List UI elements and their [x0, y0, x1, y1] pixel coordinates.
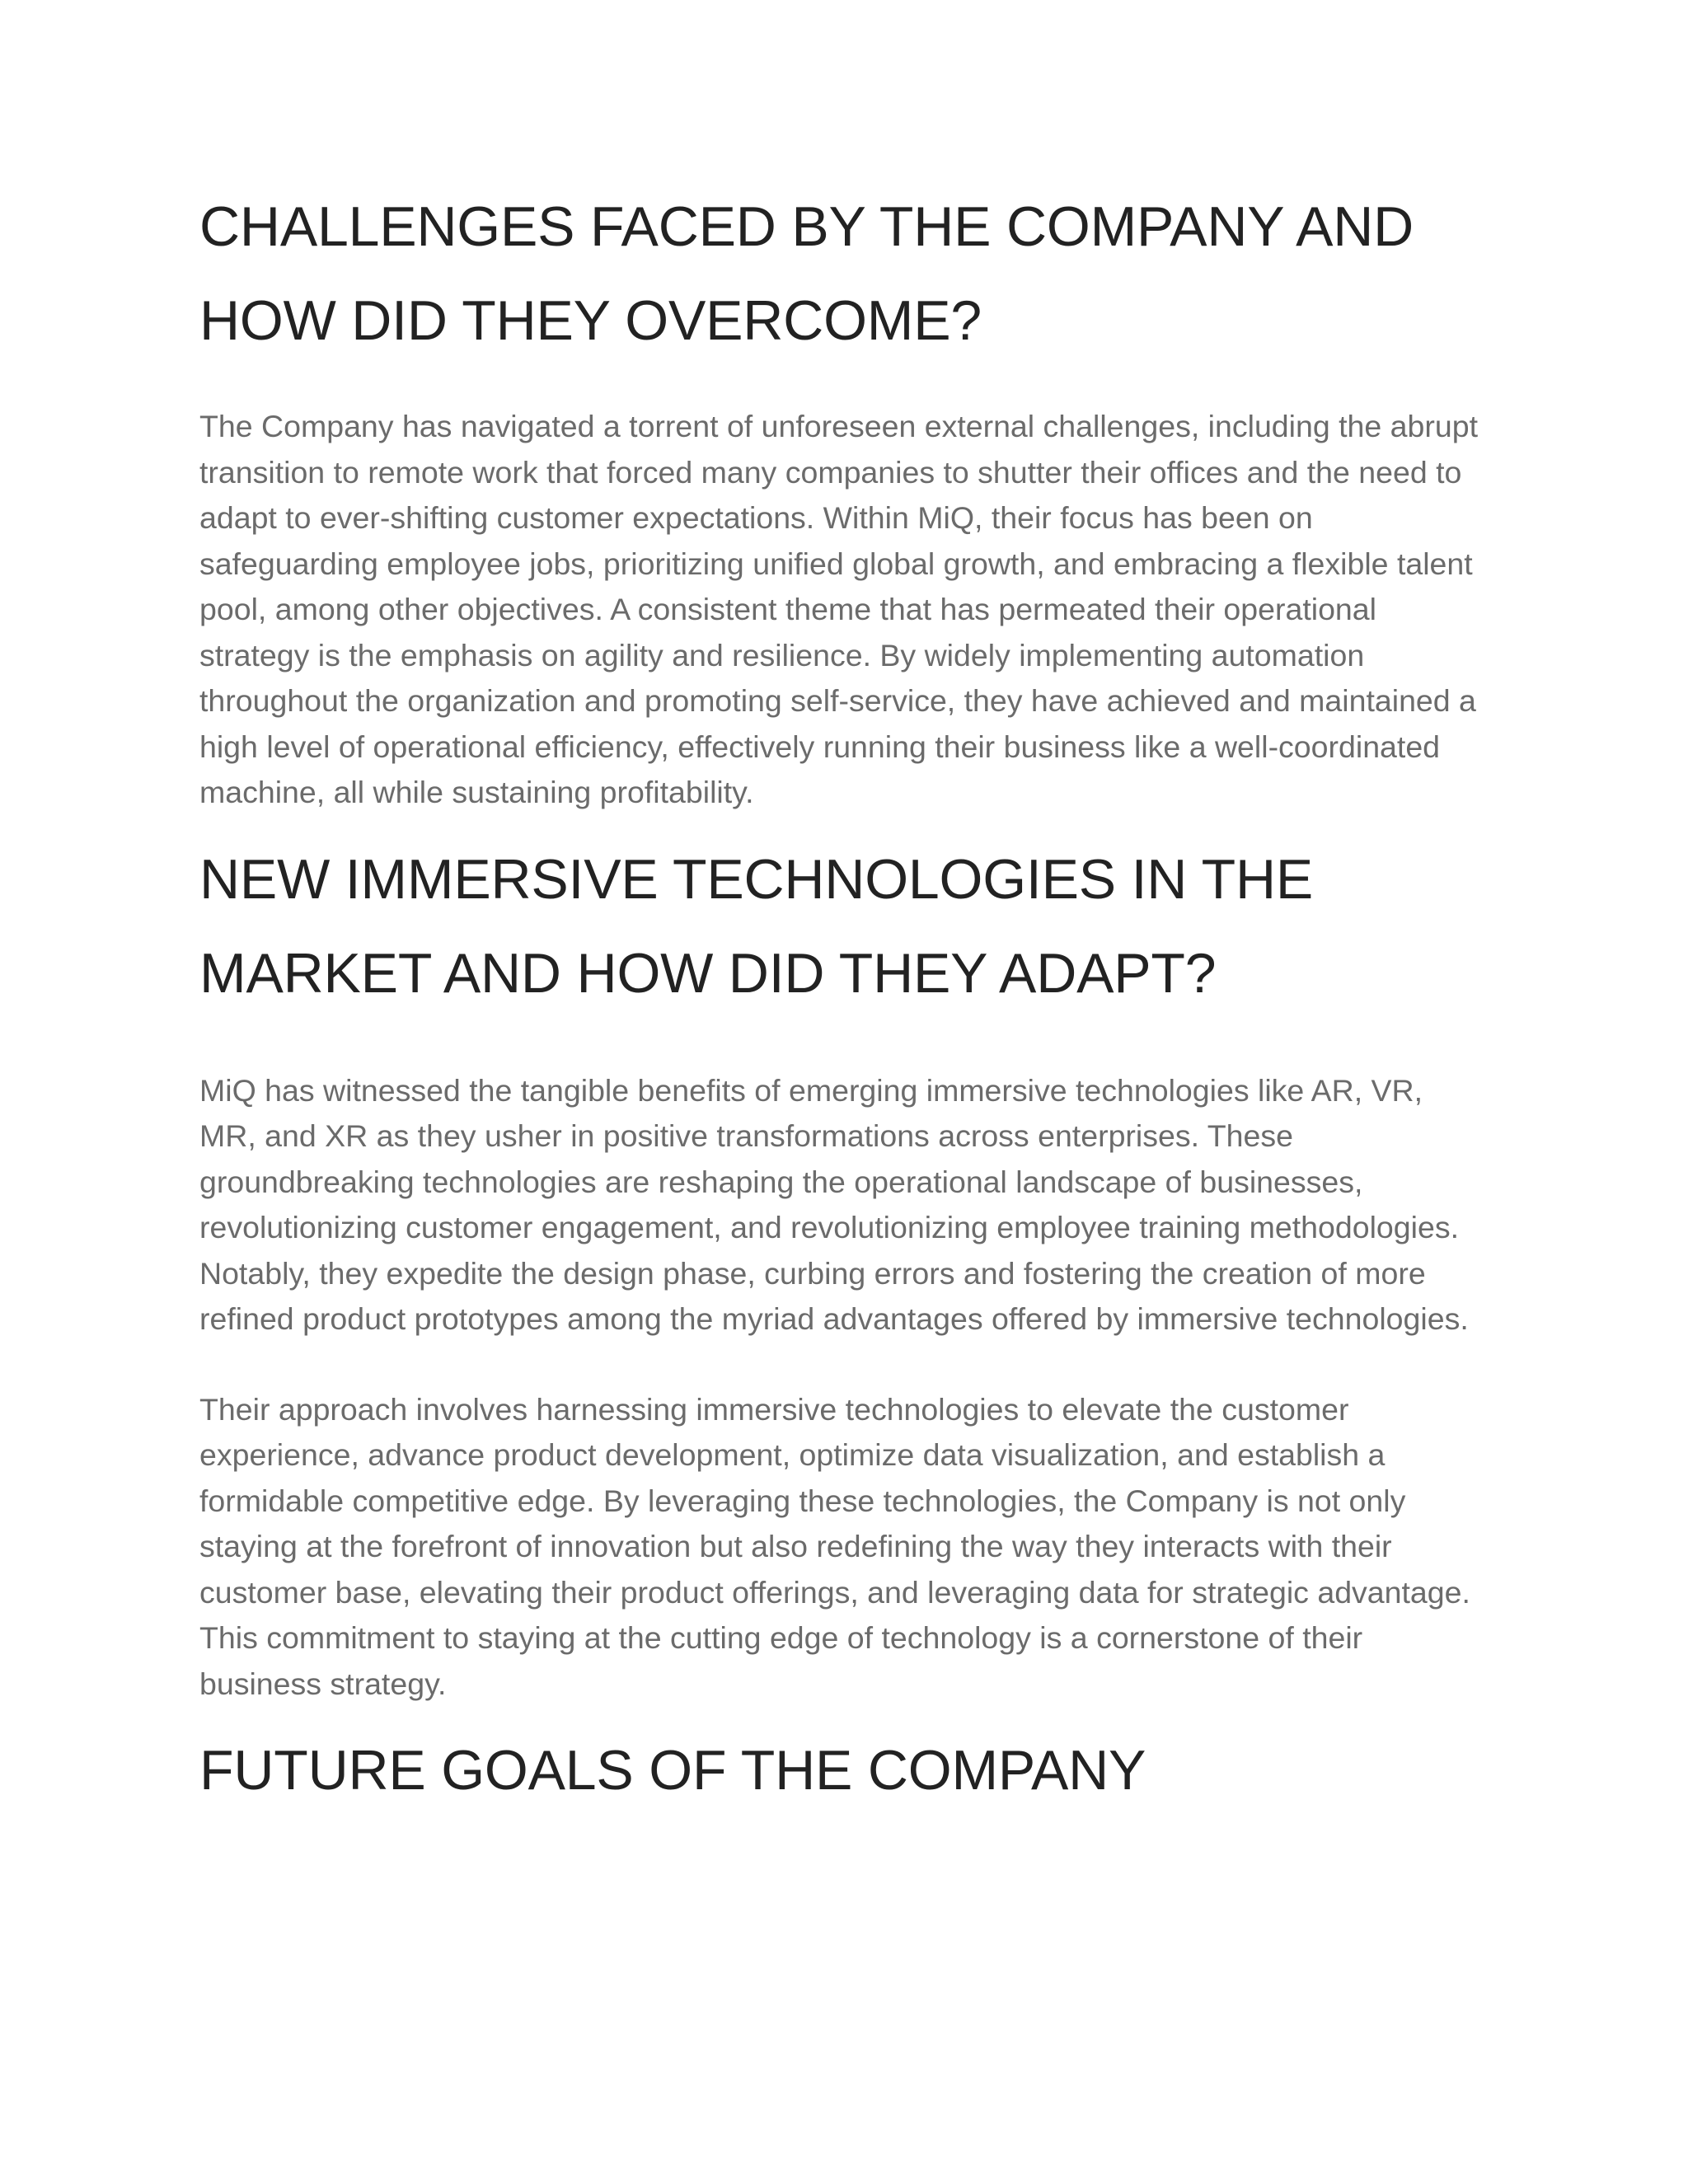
section-heading-immersive-technologies: NEW IMMERSIVE TECHNOLOGIES IN THE MARKET AND HOW DID THEY ADAPT?	[199, 847, 1314, 1005]
section-heading-future-goals: FUTURE GOALS OF THE COMPANY	[199, 1739, 1146, 1802]
section-heading-challenges: CHALLENGES FACED BY THE COMPANY AND HOW DID THEY OVERCOME?	[199, 195, 1414, 352]
document-content	[199, 180, 1485, 1817]
paragraph-challenges: The Company has navigated a torrent of unforeseen external challenges, including the abrupt transition to remote work that forced many companies to shutter their offices and the need to adapt to ever-shifting customer expectations. Within MiQ, their focus has been on safeguarding employee jobs, prioritizing unified global growth, and embracing a flexible talent pool, among other objectives. A consistent theme that has permeated their operational strategy is the emphasis on agility and resilience. By widely implementing automation throughout the organization and promoting self-service, they have achieved and maintained a high level of operational efficiency, effectively running their business like a well-coordinated machine, all while sustaining profitability.	[199, 409, 1478, 809]
paragraph-immersive-approach: Their approach involves harnessing immersive technologies to elevate the customer experience, advance product development, optimize data visualization, and establish a formidable competitive edge. By leveraging these technologies, the Company is not only staying at the forefront of innovation but also redefining the way they interacts with their customer base, elevating their product offerings, and leveraging data for strategic advantage. This commitment to staying at the cutting edge of technology is a cornerstone of their business strategy.	[199, 1391, 1470, 1701]
paragraph-immersive-benefits: MiQ has witnessed the tangible benefits of emerging immersive technologies like AR, VR, MR, and XR as they usher in positive transformations across enterprises. These groundbreaking technologies are reshaping the operational landscape of businesses, revolutionizing customer engagement, and revolutionizing employee training methodologies. Notably, they expedite the design phase, curbing errors and fostering the creation of more refined product prototypes among the myriad advantages offered by immersive technologies.	[199, 1072, 1469, 1336]
